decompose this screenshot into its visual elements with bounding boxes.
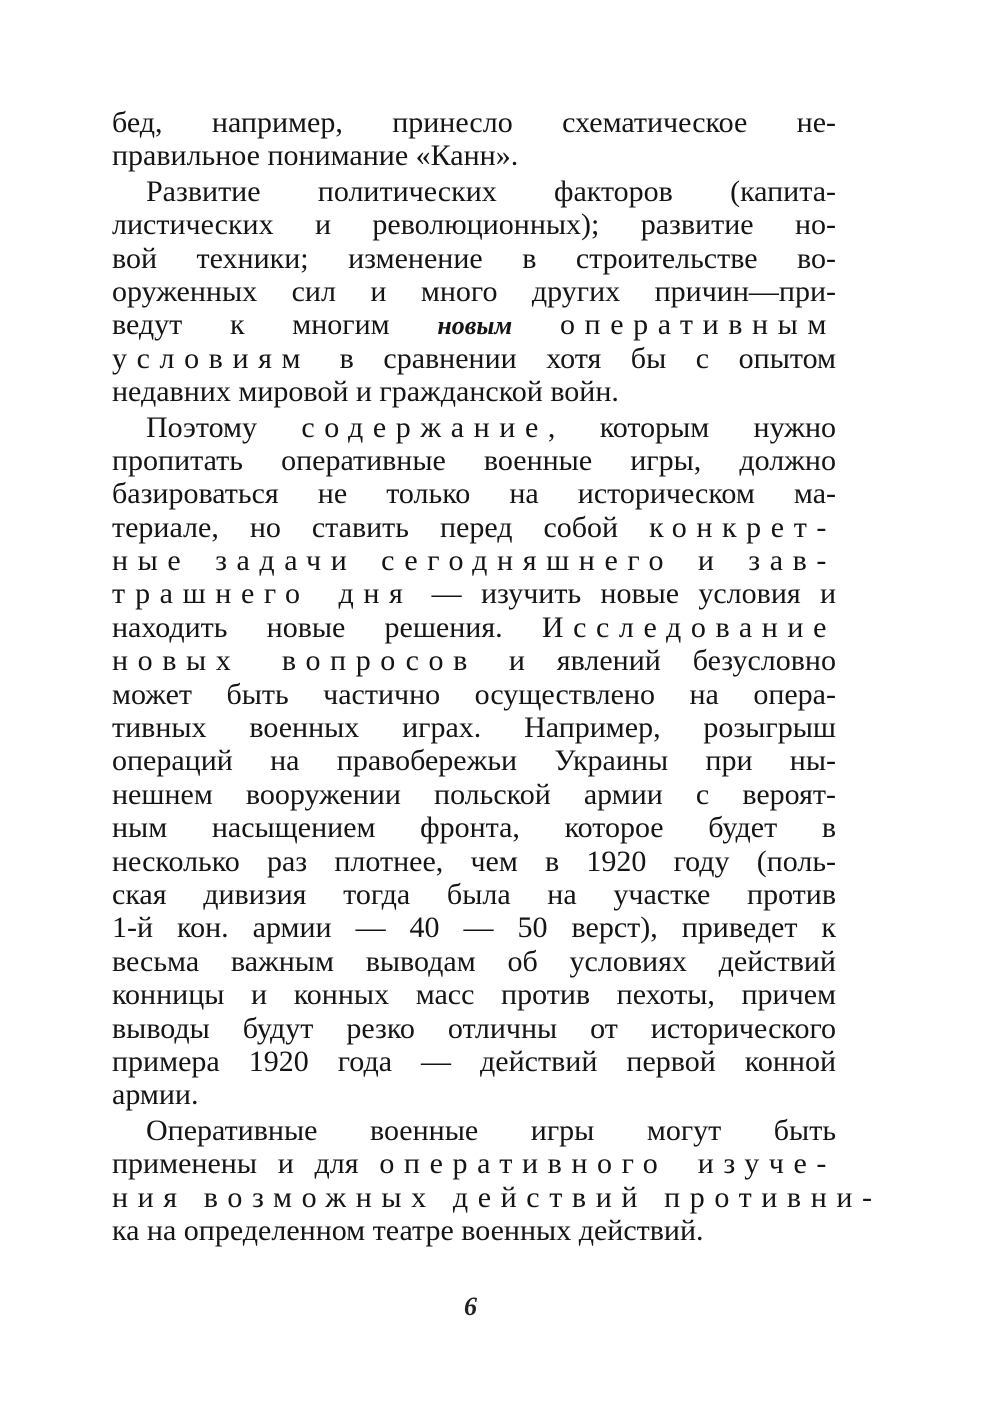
text-line: [112, 444, 836, 477]
text-line: [112, 1045, 836, 1078]
text-line: [112, 1012, 836, 1045]
text-line: [112, 411, 836, 444]
text-line: [112, 139, 836, 172]
text-segment: — изучить новые условия и: [412, 577, 836, 611]
text-line: [112, 1147, 836, 1180]
text-segment: териале, но ставить перед собой: [112, 510, 650, 544]
page-number: 6: [464, 1292, 477, 1321]
spaced-text: ные задачи сегодняшнего и зав-: [112, 544, 836, 578]
text-segment: может быть частично осуществлено на опера-: [112, 677, 836, 711]
text-line: [112, 275, 836, 308]
text-line: [112, 945, 836, 978]
text-line: [112, 208, 836, 241]
text-segment: армии.: [112, 1078, 199, 1112]
text-segment: несколько раз плотнее, чем в 1920 году (поль-: [112, 844, 836, 878]
text-line: [112, 744, 836, 777]
spaced-text: условиям: [112, 341, 311, 375]
text-segment: пропитать оперативные военные игры, должно: [112, 443, 836, 477]
text-segment: листических и революционных); развитие но-: [112, 208, 836, 242]
text-segment: недавних мировой и гражданской войн.: [112, 375, 619, 409]
page-text: [112, 106, 882, 1249]
text-line: [112, 577, 836, 610]
spaced-text: трашнего дня: [112, 577, 413, 611]
spaced-text: ния возможных действий противни-: [112, 1180, 882, 1214]
spaced-text: конкрет-: [649, 510, 836, 544]
text-segment: базироваться не только на историческом ма-: [112, 477, 836, 511]
text-line: [112, 1214, 836, 1247]
text-line: [112, 1078, 836, 1111]
text-segment: бед, например, принесло схематическое не-: [112, 106, 836, 139]
text-segment: выводы будут резко отличны от исторического: [112, 1011, 836, 1045]
text-segment: в сравнении хотя бы с опытом: [310, 341, 836, 375]
text-segment: конницы и конных масс против пехоты, причем: [112, 978, 836, 1012]
paragraph: [112, 175, 836, 409]
text-line: [112, 1180, 882, 1214]
text-line: [112, 106, 836, 139]
text-segment: вой техники; изменение в строительстве во-: [112, 241, 836, 275]
text-segment: ская дивизия тогда была на участке против: [112, 877, 836, 911]
text-line: [112, 678, 836, 711]
spaced-text: оперативным: [559, 308, 836, 342]
text-segment: ведут к многим: [112, 308, 438, 342]
text-line: [112, 342, 836, 375]
text-line: [112, 911, 836, 944]
text-segment: 1-й кон. армии — 40 — 50 верст), приведет к: [112, 911, 836, 945]
text-line: [112, 544, 836, 577]
text-segment: правильное понимание «Канн».: [112, 139, 519, 173]
italic-text: новым: [437, 311, 513, 341]
spaced-text: содержание: [301, 410, 548, 444]
text-line: [112, 778, 836, 811]
text-line: [112, 477, 836, 510]
spaced-text: новых вопросов: [112, 644, 477, 678]
text-segment: оруженных сил и много других причин—при-: [112, 274, 836, 308]
text-line: [112, 845, 836, 878]
text-segment: операций на правобережьи Украины при ны-: [112, 744, 836, 778]
paragraph: [112, 106, 836, 173]
text-segment: примера 1920 года — действий первой конной: [112, 1044, 836, 1078]
text-line: [112, 611, 836, 644]
text-segment: ка на определенном театре военных действий.: [112, 1213, 704, 1247]
text-line: [112, 644, 836, 677]
spaced-text: оперативного изуче-: [379, 1147, 836, 1181]
text-segment: Развитие политических факторов (капита-: [146, 174, 836, 208]
text-line: [112, 175, 836, 208]
text-segment: нешнем вооружении польской армии с вероят-: [112, 777, 836, 811]
text-line: [112, 375, 836, 408]
text-segment: Поэтому: [146, 410, 302, 444]
text-line: [112, 878, 836, 911]
text-segment: тивных военных играх. Например, розыгрыш: [112, 711, 836, 745]
text-segment: применены и для: [112, 1147, 380, 1181]
text-segment: Оперативные военные игры могут быть: [146, 1113, 836, 1147]
text-line: [112, 978, 836, 1011]
text-segment: находить новые решения.: [112, 610, 542, 644]
text-segment: [512, 308, 560, 341]
text-segment: , которым нужно: [547, 410, 836, 444]
paragraph-gap: [112, 1247, 836, 1249]
text-line: [112, 308, 836, 341]
text-segment: ным насыщением фронта, которое будет в: [112, 811, 836, 845]
text-line: [112, 711, 836, 744]
spaced-text: Исследование: [541, 610, 836, 644]
text-line: [112, 511, 836, 544]
text-line: [112, 1114, 836, 1147]
paragraph: [112, 411, 836, 1112]
text-line: [112, 811, 836, 844]
text-segment: и явлений безусловно: [476, 644, 836, 678]
paragraph: [112, 1113, 882, 1248]
text-line: [112, 242, 836, 275]
text-segment: весьма важным выводам об условиях действий: [112, 944, 836, 978]
